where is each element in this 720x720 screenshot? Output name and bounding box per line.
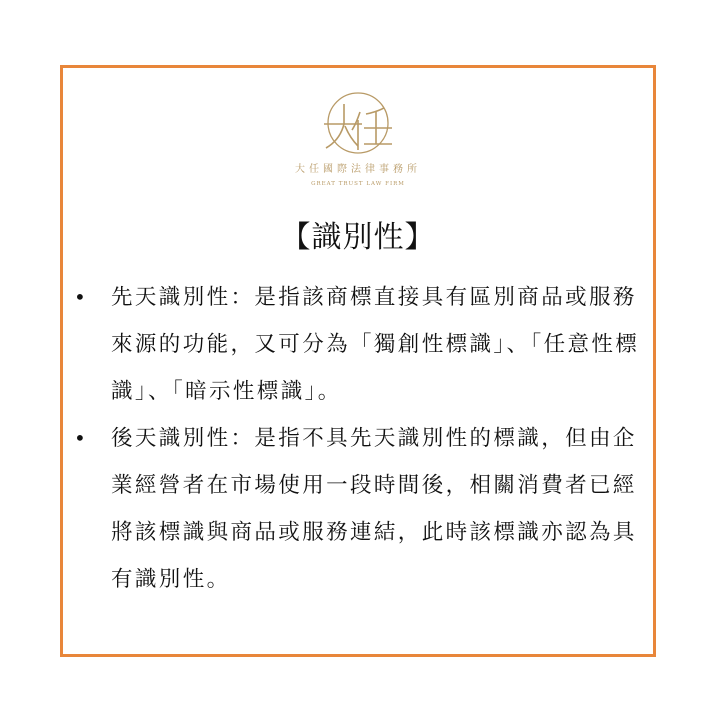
bullet-item-acquired xyxy=(71,415,651,603)
bullet-dot: • xyxy=(74,285,89,309)
bullet-text: 後天識別性：是指不具先天識別性的標識，但由企業經營者在市場使用一段時間後，相關消費者已經將該標識與商品或服務連結，此時該標識亦認為具有識別性。 xyxy=(111,426,637,592)
firm-logo-icon xyxy=(318,90,398,156)
page-title: 【識別性】 xyxy=(280,220,436,255)
firm-logo xyxy=(63,90,653,187)
bullet-text: 先天識別性：是指該商標直接具有區別商品或服務來源的功能，又可分為「獨創性標識」、「任意性標識」、「暗示性標識」。 xyxy=(111,285,640,404)
bullet-dot: • xyxy=(74,426,89,450)
bullet-list xyxy=(71,274,651,603)
bullet-item-innate xyxy=(71,274,651,415)
content-frame xyxy=(60,65,656,657)
firm-name-cn: 大任國際法律事務所 xyxy=(295,164,421,175)
firm-name-en: GREAT TRUST LAW FIRM xyxy=(311,181,405,187)
